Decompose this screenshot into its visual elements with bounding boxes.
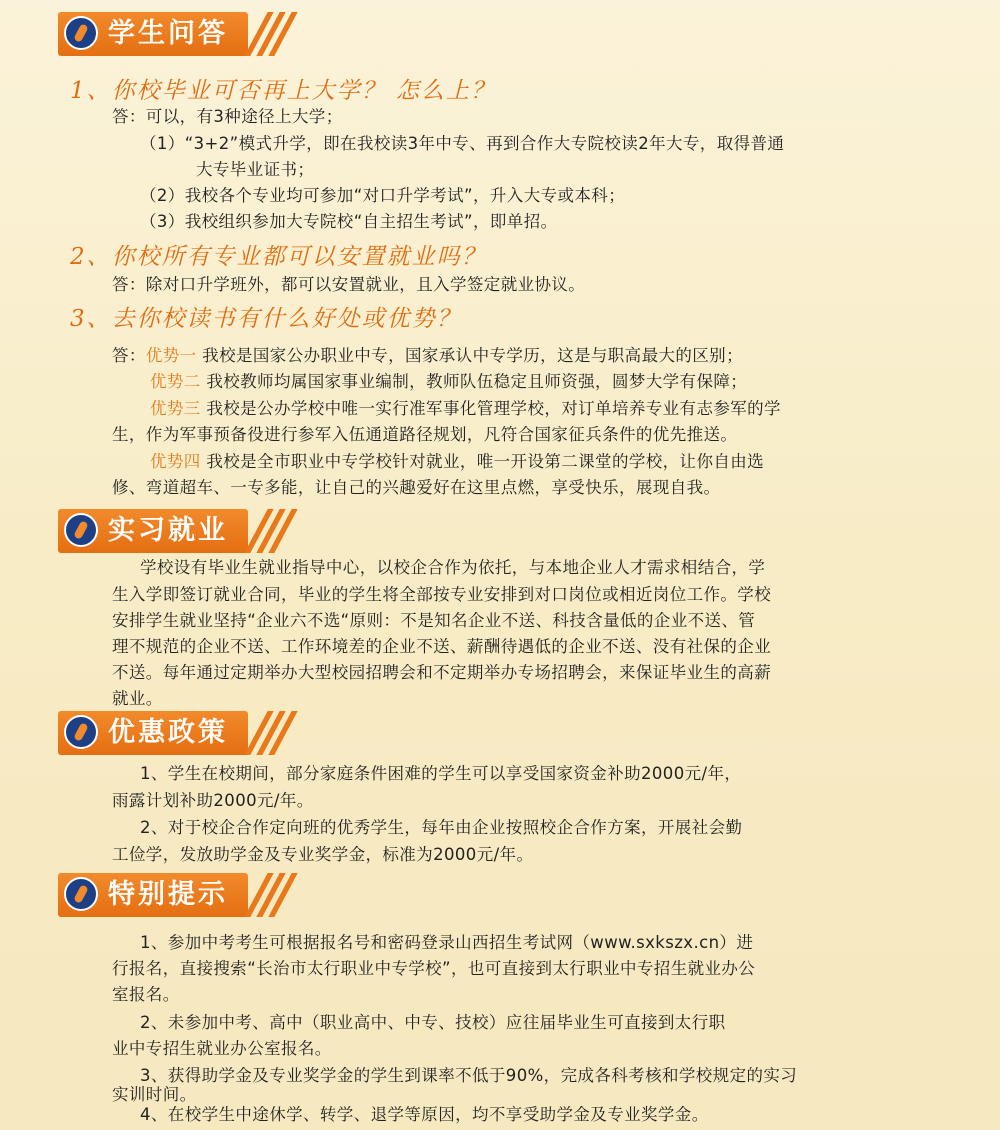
advantage-label: 优势四 — [150, 452, 201, 471]
advantage-label: 优势一 — [145, 346, 197, 365]
answer-1: 答：可以，有3种途径上大学； — [112, 107, 343, 126]
banner-stripes — [248, 711, 294, 755]
internship-line: 学校设有毕业生就业指导中心，以校企合作为依托，与本地企业人才需求相结合，学 — [140, 558, 766, 577]
section-title: 学生问答 — [108, 18, 228, 49]
section-title: 优惠政策 — [108, 717, 228, 748]
notice-line: 2、未参加中考、高中（职业高中、中专、技校）应往届毕业生可直接到太行职 — [140, 1013, 726, 1032]
school-emblem-icon — [64, 877, 98, 911]
advantage-label: 优势三 — [150, 399, 201, 418]
advantage-3-cont: 生，作为军事预备役进行参军入伍通道路径规划，凡符合国家征兵条件的优先推送。 — [112, 425, 738, 444]
policy-line: 1、学生在校期间，部分家庭条件困难的学生可以享受国家资金补助2000元/年， — [140, 764, 742, 783]
notice-line: 室报名。 — [112, 985, 180, 1004]
notice-line: 4、在校学生中途休学、转学、退学等原因，均不享受助学金及专业奖学金。 — [140, 1105, 709, 1124]
section-banner-qa — [58, 12, 290, 56]
answer-prefix: 答： — [112, 346, 146, 365]
notice-line: 1、参加中考考生可根据报名号和密码登录山西招生考试网（www.sxkszx.cn）进 — [140, 933, 754, 952]
advantage-text: 我校是国家公办职业中专，国家承认中专学历，这是与职高最大的区别； — [202, 346, 743, 365]
policy-line: 雨露计划补助2000元/年。 — [112, 791, 314, 810]
advantage-text: 我校教师均属国家事业编制，教师队伍稳定且师资强，圆梦大学有保障； — [206, 372, 748, 391]
advantage-3 — [150, 396, 781, 422]
question-1: 1、你校毕业可否再上大学？ 怎么上？ — [70, 78, 496, 104]
section-banner-policy — [58, 711, 290, 755]
section-title: 实习就业 — [108, 515, 228, 546]
answer-2: 答：除对口升学班外，都可以安置就业，且入学签定就业协议。 — [112, 275, 586, 294]
school-emblem-icon — [64, 715, 98, 749]
advantage-1 — [112, 343, 743, 369]
policy-line: 工俭学，发放助学金及专业奖学金，标准为2000元/年。 — [112, 845, 534, 864]
banner-stripes — [248, 873, 294, 917]
advantage-text: 我校是公办学校中唯一实行准军事化管理学校，对订单培养专业有志参军的学 — [206, 399, 781, 418]
school-emblem-icon — [64, 513, 98, 547]
advantage-label: 优势二 — [150, 372, 201, 391]
banner-stripes — [248, 509, 294, 553]
answer-1-item-2: （2）我校各个专业均可参加“对口升学考试”，升入大专或本科； — [140, 186, 626, 205]
internship-line: 就业。 — [112, 689, 163, 708]
advantage-4-cont: 修、弯道超车、一专多能，让自己的兴趣爱好在这里点燃，享受快乐，展现自我。 — [112, 478, 721, 497]
notice-line: 业中专招生就业办公室报名。 — [112, 1039, 332, 1058]
section-banner-notice — [58, 873, 290, 917]
notice-line: 3、获得助学金及专业奖学金的学生到课率不低于90%，完成各科考核和学校规定的实习 — [140, 1066, 798, 1085]
internship-line: 理不规范的企业不送、工作环境差的企业不送、薪酬待遇低的企业不送、没有社保的企业 — [112, 637, 772, 656]
section-banner-internship — [58, 509, 290, 553]
internship-line: 不送。每年通过定期举办大型校园招聘会和不定期举办专场招聘会，来保证毕业生的高薪 — [112, 663, 772, 682]
banner-stripes — [248, 12, 294, 56]
notice-line: 实训时间。 — [112, 1085, 197, 1104]
internship-line: 生入学即签订就业合同，毕业的学生将全部按专业安排到对口岗位或相近岗位工作。学校 — [112, 585, 772, 604]
answer-1-item-1-cont: 大专毕业证书； — [196, 160, 315, 179]
advantage-text: 我校是全市职业中专学校针对就业，唯一开设第二课堂的学校，让你自由选 — [206, 452, 765, 471]
advantage-4 — [150, 449, 764, 475]
notice-line: 行报名，直接搜索“长治市太行职业中专学校”，也可直接到太行职业中专招生就业办公 — [112, 959, 756, 978]
internship-line: 安排学生就业坚持“企业六不选“原则：不是知名企业不送、科技含量低的企业不送、管 — [112, 611, 756, 630]
question-3: 3、去你校读书有什么好处或优势？ — [70, 306, 462, 332]
advantage-2 — [150, 369, 747, 395]
answer-1-item-3: （3）我校组织参加大专院校“自主招生考试”，即单招。 — [140, 212, 558, 231]
policy-line: 2、对于校企合作定向班的优秀学生，每年由企业按照校企合作方案，开展社会勤 — [140, 818, 743, 837]
section-title: 特别提示 — [108, 879, 228, 910]
school-emblem-icon — [64, 16, 98, 50]
answer-1-item-1: （1）“3+2”模式升学，即在我校读3年中专、再到合作大专院校读2年大专，取得普通 — [140, 134, 785, 153]
question-2: 2、你校所有专业都可以安置就业吗？ — [70, 244, 487, 270]
